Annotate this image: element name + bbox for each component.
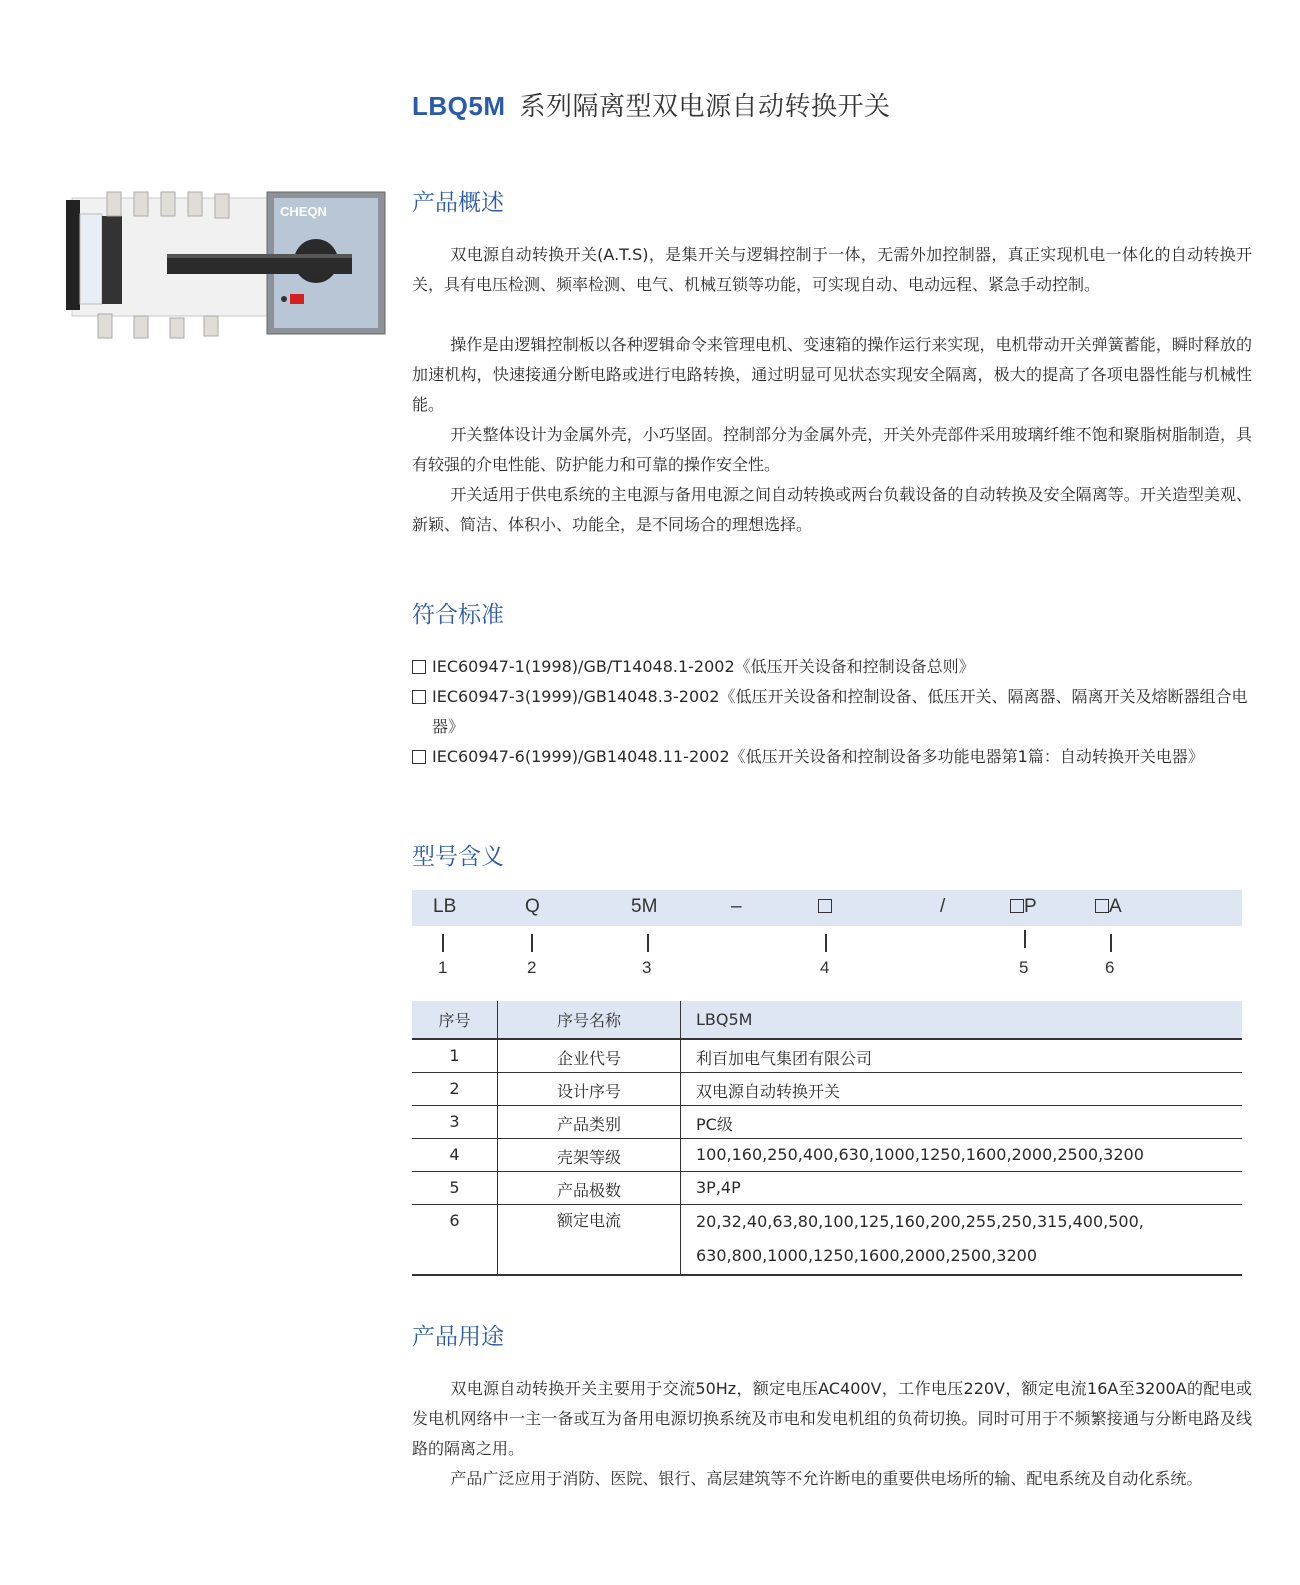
code-number: 2	[527, 958, 537, 977]
code-tick	[825, 934, 827, 952]
code-tick	[1024, 930, 1026, 948]
code-poles	[1010, 896, 1037, 918]
cell-value: 100,160,250,400,630,1000,1250,1600,2000,2500,3200	[681, 1138, 1243, 1171]
code-dash: –	[731, 896, 742, 917]
code-tick	[531, 934, 533, 952]
box-icon	[1095, 899, 1109, 913]
cell-name: 额定电流	[498, 1204, 681, 1275]
code-lb: LB	[433, 896, 457, 917]
cell-value-line: 20,32,40,63,80,100,125,160,200,255,250,315,400,500,	[696, 1211, 1144, 1231]
product-image	[62, 186, 392, 346]
column-header: LBQ5M	[681, 1001, 1243, 1039]
usage-heading: 产品用途	[412, 1324, 504, 1350]
cell-value	[681, 1204, 1243, 1275]
cell-value-line: 630,800,1000,1250,1600,2000,2500,3200	[696, 1245, 1037, 1265]
box-icon	[818, 899, 832, 913]
cell-no: 4	[412, 1138, 498, 1171]
cell-value: 利百加电气集团有限公司	[681, 1039, 1243, 1072]
overview-paragraph: 开关整体设计为金属外壳，小巧坚固。控制部分为金属外壳，开关外壳部件采用玻璃纤维不饱和聚脂树脂制造，具有较强的介电性能、防护能力和可靠的操作安全性。	[412, 425, 1252, 474]
overview-paragraph: 开关适用于供电系统的主电源与备用电源之间自动转换或两台负载设备的自动转换及安全隔离等。开关造型美观、新颖、简洁、体积小、功能全，是不同场合的理想选择。	[412, 485, 1252, 534]
code-5m: 5M	[631, 896, 658, 917]
title-model: LBQ5M	[412, 91, 506, 121]
standard-text: IEC60947-3(1999)/GB14048.3-2002《低压开关设备和控制设备、低压开关、隔离器、隔离开关及熔断器组合电器》	[432, 687, 1248, 736]
standard-text: IEC60947-6(1999)/GB14048.11-2002《低压开关设备和控制设备多功能电器第1篇：自动转换开关电器》	[432, 747, 1204, 766]
standard-text: IEC60947-1(1998)/GB/T14048.1-2002《低压开关设备和控制设备总则》	[432, 657, 975, 676]
overview-paragraph: 双电源自动转换开关(A.T.S)，是集开关与逻辑控制于一体，无需外加控制器，真正实现机电一体化的自动转换开关，具有电压检测、频率检测、电气、机械互锁等功能，可实现自动、电动远程、紧急手动控制。	[412, 245, 1252, 294]
cell-name: 产品极数	[498, 1171, 681, 1204]
code-number: 3	[642, 958, 652, 977]
standards-list	[412, 652, 1252, 772]
model-table	[412, 1001, 1242, 1276]
cell-name: 壳架等级	[498, 1138, 681, 1171]
code-a: A	[1109, 896, 1122, 917]
standard-item	[412, 682, 1252, 742]
cell-no: 3	[412, 1105, 498, 1138]
cell-no: 5	[412, 1171, 498, 1204]
checkbox-icon	[412, 660, 426, 674]
table-row	[412, 1204, 1242, 1275]
code-number: 5	[1019, 958, 1029, 977]
overview-heading: 产品概述	[412, 190, 504, 216]
table-header-row	[412, 1001, 1242, 1039]
code-q: Q	[525, 896, 540, 917]
brand-text: CHEQN	[280, 204, 327, 219]
cell-name: 设计序号	[498, 1072, 681, 1105]
cell-value: 双电源自动转换开关	[681, 1072, 1243, 1105]
usage-paragraph: 双电源自动转换开关主要用于交流50Hz，额定电压AC400V，工作电压220V，额定电流16A至3200A的配电或发电机网络中一主一备或互为备用电源切换系统及市电和发电机组的负荷切换。同时可用于不频繁接通与分断电路及线路的隔离之用。	[412, 1379, 1252, 1458]
table-row	[412, 1171, 1242, 1204]
cell-no: 1	[412, 1039, 498, 1072]
code-current	[1095, 896, 1122, 918]
column-header: 序号名称	[498, 1001, 681, 1039]
standards-heading: 符合标准	[412, 602, 504, 628]
cell-value: PC级	[681, 1105, 1243, 1138]
cell-no: 6	[412, 1204, 498, 1275]
code-tick	[1110, 934, 1112, 952]
standard-item	[412, 742, 1252, 772]
code-number: 1	[438, 958, 448, 977]
checkbox-icon	[412, 690, 426, 704]
cell-name: 产品类别	[498, 1105, 681, 1138]
table-row	[412, 1072, 1242, 1105]
checkbox-icon	[412, 750, 426, 764]
code-box-frame	[818, 896, 832, 918]
code-slash: /	[940, 896, 946, 917]
standard-item	[412, 652, 1252, 682]
page-title	[412, 86, 891, 123]
table-row	[412, 1039, 1242, 1072]
cell-value: 3P,4P	[681, 1171, 1243, 1204]
code-tick	[647, 934, 649, 952]
overview-paragraph: 操作是由逻辑控制板以各种逻辑命令来管理电机、变速箱的操作运行来实现，电机带动开关弹簧蓄能，瞬时释放的加速机构，快速接通分断电路或进行电路转换，通过明显可见状态实现安全隔离，极大的提高了各项电器性能与机械性能。	[412, 335, 1252, 414]
usage-paragraph: 产品广泛应用于消防、医院、银行、高层建筑等不允许断电的重要供电场所的输、配电系统及自动化系统。	[450, 1469, 1203, 1488]
cell-name: 企业代号	[498, 1039, 681, 1072]
code-p: P	[1024, 896, 1037, 917]
code-number: 4	[820, 958, 830, 977]
column-header: 序号	[412, 1001, 498, 1039]
table-row	[412, 1138, 1242, 1171]
box-icon	[1010, 899, 1024, 913]
table-row	[412, 1105, 1242, 1138]
code-tick	[442, 934, 444, 952]
title-text: 系列隔离型双电源自动转换开关	[519, 92, 891, 122]
code-number: 6	[1105, 958, 1115, 977]
cell-no: 2	[412, 1072, 498, 1105]
model-meaning-heading: 型号含义	[412, 844, 504, 870]
